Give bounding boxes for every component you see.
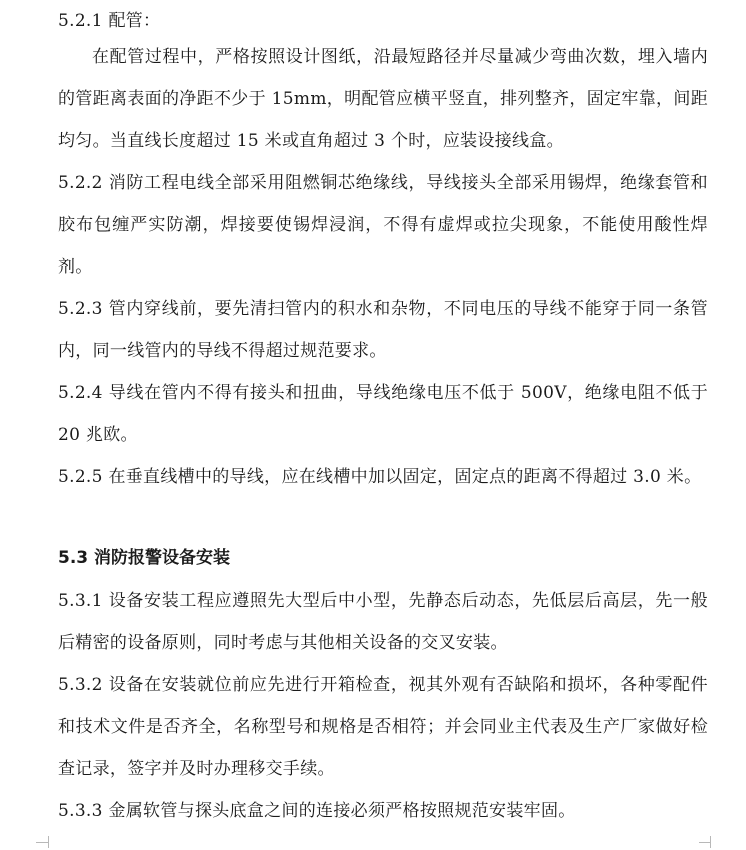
page-margin-line-right	[699, 842, 711, 843]
page-margin-marker-left	[48, 836, 61, 848]
section-5-3-2: 5.3.2 设备在安装就位前应先进行开箱检查，视其外观有否缺陷和损坏，各种零配件和技术文件是否齐全，名称型号和规格是否相符；并会同业主代表及生产厂家做好检查记录，签字并及时办理移交手续。	[58, 675, 708, 779]
section-5-2-5: 5.2.5 在垂直线槽中的导线，应在线槽中加以固定，固定点的距离不得超过 3.0 米。	[58, 467, 702, 487]
section-5-2-4: 5.2.4 导线在管内不得有接头和扭曲，导线绝缘电压不低于 500V，绝缘电阻不低于 20 兆欧。	[58, 383, 708, 445]
section-5-2-2: 5.2.2 消防工程电线全部采用阻燃铜芯绝缘线，导线接头全部采用锡焊，绝缘套管和胶布包缠严实防潮，焊接要使锡焊浸润，不得有虚焊或拉尖现象，不能使用酸性焊剂。	[58, 173, 708, 277]
section-5-2-3: 5.2.3 管内穿线前，要先清扫管内的积水和杂物，不同电压的导线不能穿于同一条管内，同一线管内的导线不得超过规范要求。	[58, 299, 708, 361]
section-5-3-heading: 5.3 消防报警设备安装	[58, 548, 231, 568]
section-5-2-1-body: 在配管过程中，严格按照设计图纸，沿最短路径并尽量减少弯曲次数，埋入墙内的管距离表面的净距不少于 15mm，明配管应横平竖直，排列整齐，固定牢靠，间距均匀。当直线长度超过 15 米或直角超过 3 个时，应装设接线盒。	[58, 47, 708, 151]
section-5-3-3: 5.3.3 金属软管与探头底盒之间的连接必须严格按照规范安装牢固。	[58, 801, 576, 821]
section-5-2-1-title: 5.2.1 配管：	[58, 11, 161, 31]
page-margin-line-left	[36, 842, 48, 843]
section-5-3-1: 5.3.1 设备安装工程应遵照先大型后中小型，先静态后动态，先低层后高层，先一般后精密的设备原则，同时考虑与其他相关设备的交叉安装。	[58, 591, 708, 653]
